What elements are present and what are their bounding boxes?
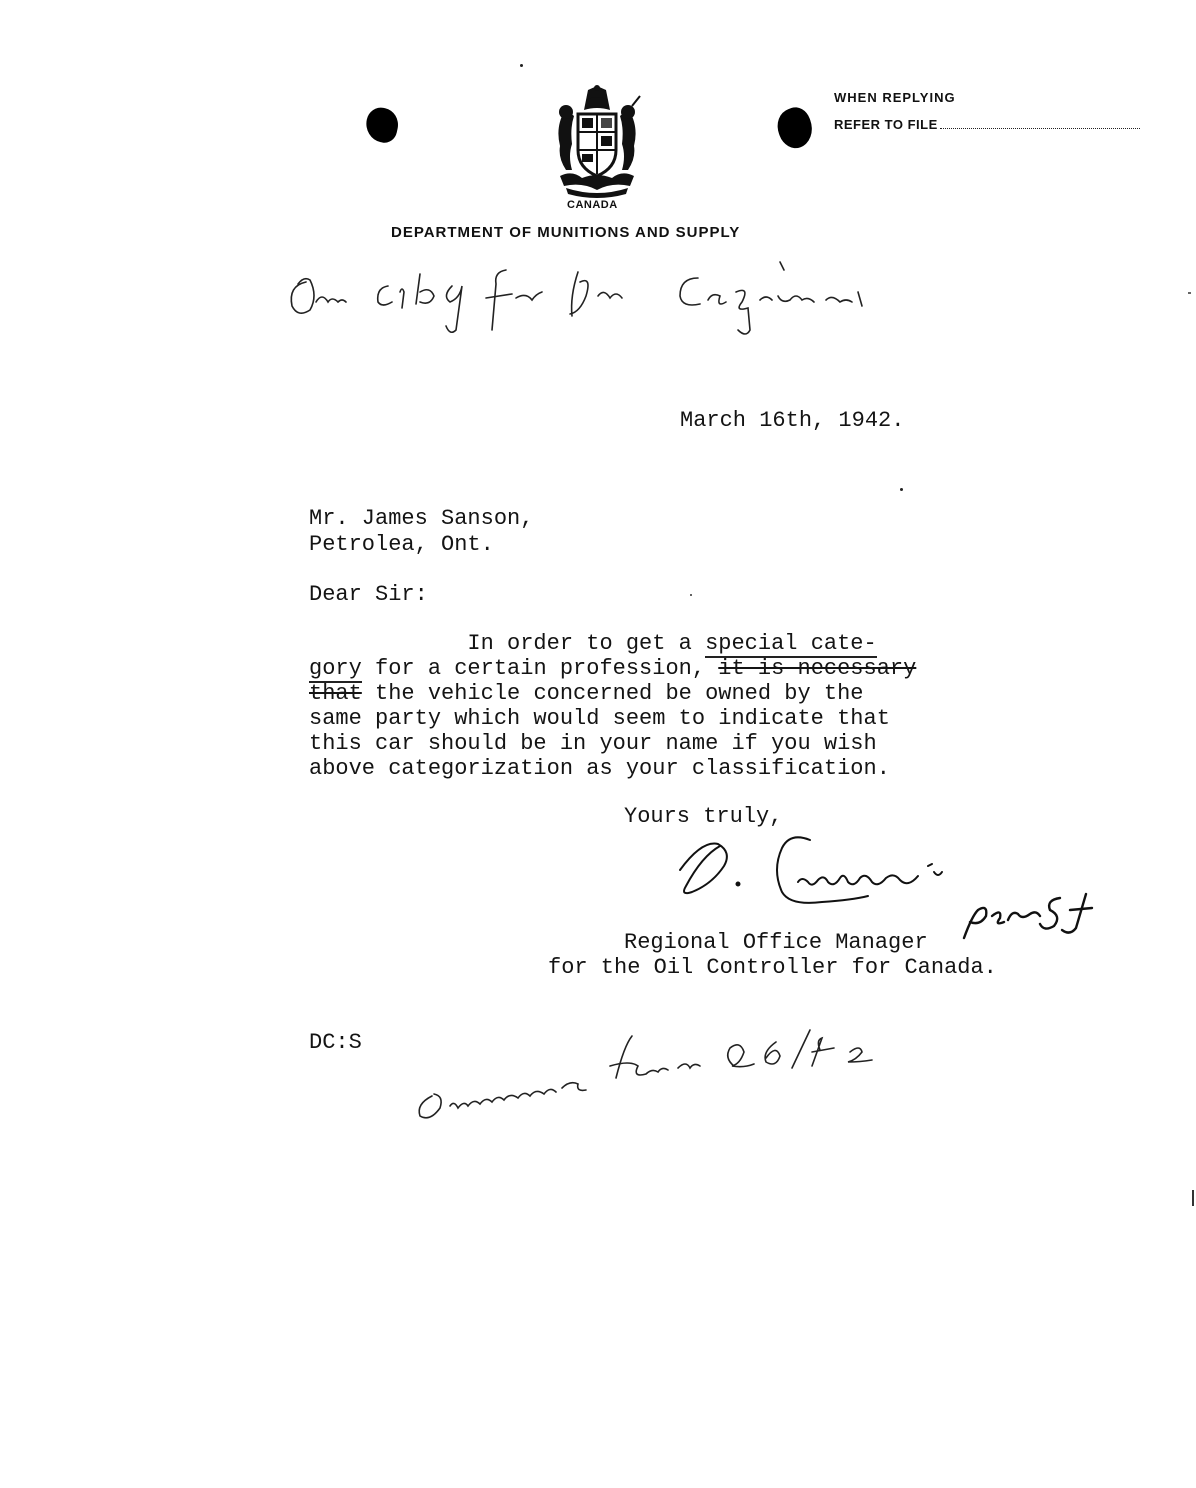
typist-initials: DC:S <box>309 1030 362 1055</box>
scan-edge-mark <box>1188 292 1191 294</box>
closing: Yours truly, <box>624 804 783 829</box>
addressee-name: Mr. James Sanson, <box>309 506 534 531</box>
signer-title-2: for the Oil Controller for Canada. <box>548 955 997 980</box>
body-line-2 <box>309 656 916 681</box>
marked-that: that <box>309 681 362 706</box>
scan-speck <box>520 64 523 67</box>
body-line-1-text: In order to get a <box>309 631 706 656</box>
letter-date: March 16th, 1942. <box>680 408 905 433</box>
scan-speck <box>690 594 692 596</box>
body-line-4: same party which would seem to indicate that <box>309 706 890 731</box>
underlined-gory: gory <box>309 656 362 681</box>
signer-title-1: Regional Office Manager <box>624 930 928 955</box>
salutation: Dear Sir: <box>309 582 428 607</box>
body-line-3 <box>309 681 916 706</box>
letterhead-country: CANADA <box>567 199 618 211</box>
body-line-1 <box>309 631 916 656</box>
signature-d-currie <box>672 826 972 916</box>
handwritten-note-top <box>280 256 880 336</box>
reply-instruction-line1: WHEN REPLYING <box>834 90 956 105</box>
marked-it-is-necessary: it is necessary <box>718 656 917 681</box>
reply-instruction-line2 <box>834 117 1140 133</box>
handwritten-answered-note <box>410 1022 910 1122</box>
body-line-2-text: for a certain profession, <box>361 656 719 681</box>
underlined-special-category: special cate- <box>705 631 877 656</box>
file-number-blank <box>940 118 1140 129</box>
signature-per-initials <box>950 886 1100 946</box>
punch-hole-right <box>772 103 818 152</box>
body-line-3-text: the vehicle concerned be owned by the <box>361 681 864 706</box>
punch-hole-left <box>363 105 401 145</box>
coat-of-arms-icon <box>552 86 642 196</box>
refer-to-file-label: REFER TO FILE <box>834 117 938 132</box>
letter-body <box>309 631 916 781</box>
body-line-6: above categorization as your classification. <box>309 756 890 781</box>
letterhead-department: DEPARTMENT OF MUNITIONS AND SUPPLY <box>391 224 741 241</box>
body-line-5: this car should be in your name if you wish <box>309 731 877 756</box>
scan-speck <box>900 488 903 491</box>
addressee-place: Petrolea, Ont. <box>309 532 494 557</box>
scan-edge-mark <box>1192 1190 1194 1206</box>
